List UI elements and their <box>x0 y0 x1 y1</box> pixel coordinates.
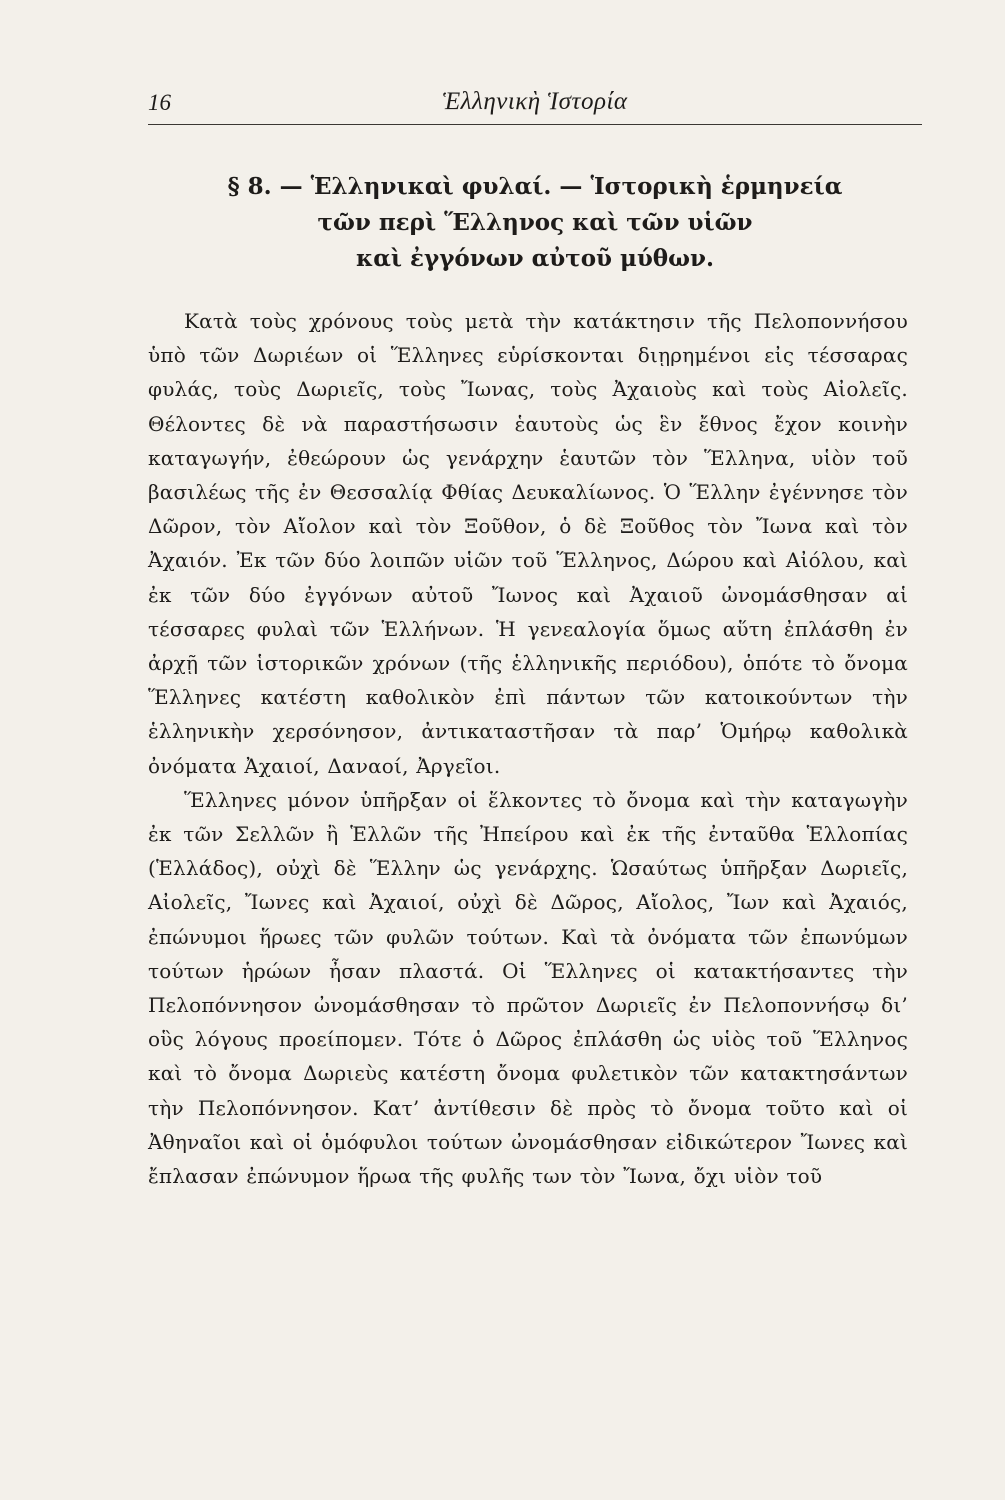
section-heading-line: § 8. — Ἑλληνικαὶ φυλαί. — Ἱστορικὴ ἑρμηνεία <box>227 173 843 200</box>
section-heading-line: τῶν περὶ Ἕλληνος καὶ τῶν υἱῶν <box>317 209 753 236</box>
page-number: 16 <box>148 90 171 115</box>
section-heading <box>148 169 922 277</box>
body-text <box>148 304 908 1193</box>
paragraph: Ἕλληνες μόνον ὑπῆρξαν οἱ ἕλκοντες τὸ ὄνομα καὶ τὴν καταγωγὴν ἐκ τῶν Σελλῶν ἢ Ἑλλῶν τῆς Ἠπείρου καὶ ἐκ τῆς ἐνταῦθα Ἑλλοπίας (Ἑλλάδος), οὐχὶ δὲ Ἕλλην ὡς γενάρχης. Ὡσαύτως ὑπῆρξαν Δωριεῖς, Αἰολεῖς, Ἴωνες καὶ Ἀχαιοί, οὐχὶ δὲ Δῶρος, Αἴολος, Ἴων καὶ Ἀχαιός, ἐπώνυμοι ἥρωες τῶν φυλῶν τούτων. Καὶ τὰ ὀνόματα τῶν ἐπωνύμων τούτων ἡρώων ἦσαν πλαστά. Οἱ Ἕλληνες οἱ κατακτήσαντες τὴν Πελοπόννησον ὠνομάσθησαν τὸ πρῶτον Δωριεῖς ἐν Πελοποννήσῳ δι’ οὓς λόγους προείπομεν. Τότε ὁ Δῶρος ἐπλάσθη ὡς υἱὸς τοῦ Ἕλληνος καὶ τὸ ὄνομα Δωριεὺς κατέστη ὄνομα φυλετικὸν τῶν κατακτησάντων τὴν Πελοπόννησον. Κατ’ ἀντίθεσιν δὲ πρὸς τὸ ὄνομα τοῦτο καὶ οἱ Ἀθηναῖοι καὶ οἱ ὁμόφυλοι τούτων ὠνομάσθησαν εἰδικώτερον Ἴωνες καὶ ἔπλασαν ἐπώνυμον ἥρωα τῆς φυλῆς των τὸν Ἴωνα, ὄχι υἱὸν τοῦ <box>148 787 908 1189</box>
paragraph: Κατὰ τοὺς χρόνους τοὺς μετὰ τὴν κατάκτησιν τῆς Πελοποννήσου ὑπὸ τῶν Δωριέων οἱ Ἕλληνες εὑρίσκονται διῃρημένοι εἰς τέσσαρας φυλάς, τοὺς Δωριεῖς, τοὺς Ἴωνας, τοὺς Ἀχαιοὺς καὶ τοὺς Αἰολεῖς. Θέλοντες δὲ νὰ παραστήσωσιν ἑαυτοὺς ὡς ἓν ἔθνος ἔχον κοινὴν καταγωγήν, ἐθεώρουν ὡς γενάρχην ἑαυτῶν τὸν Ἕλληνα, υἱὸν τοῦ βασιλέως τῆς ἐν Θεσσαλίᾳ Φθίας Δευκαλίωνος. Ὁ Ἕλλην ἐγέννησε τὸν Δῶρον, τὸν Αἴολον καὶ τὸν Ξοῦθον, ὁ δὲ Ξοῦθος τὸν Ἴωνα καὶ τὸν Ἀχαιόν. Ἐκ τῶν δύο λοιπῶν υἱῶν τοῦ Ἕλληνος, Δώρου καὶ Αἰόλου, καὶ ἐκ τῶν δύο ἐγγόνων αὐτοῦ Ἴωνος καὶ Ἀχαιοῦ ὠνομάσθησαν αἱ τέσσαρες φυλαὶ τῶν Ἑλλήνων. Ἡ γενεαλογία ὅμως αὕτη ἐπλάσθη ἐν ἀρχῇ τῶν ἱστορικῶν χρόνων (τῆς ἑλληνικῆς περιόδου), ὁπότε τὸ ὄνομα Ἕλληνες κατέστη καθολικὸν ἐπὶ πάντων τῶν κατοικούντων τὴν ἑλληνικὴν χερσόνησον, ἀντικαταστῆσαν τὰ παρ’ Ὁμήρῳ καθολικὰ ὀνόματα Ἀχαιοί, Δαναοί, Ἀργεῖοι. <box>148 309 908 778</box>
book-title: Ἑλληνικὴ Ἱστορία <box>442 88 628 115</box>
running-header <box>148 86 922 125</box>
section-heading-line: καὶ ἐγγόνων αὐτοῦ μύθων. <box>355 245 715 272</box>
